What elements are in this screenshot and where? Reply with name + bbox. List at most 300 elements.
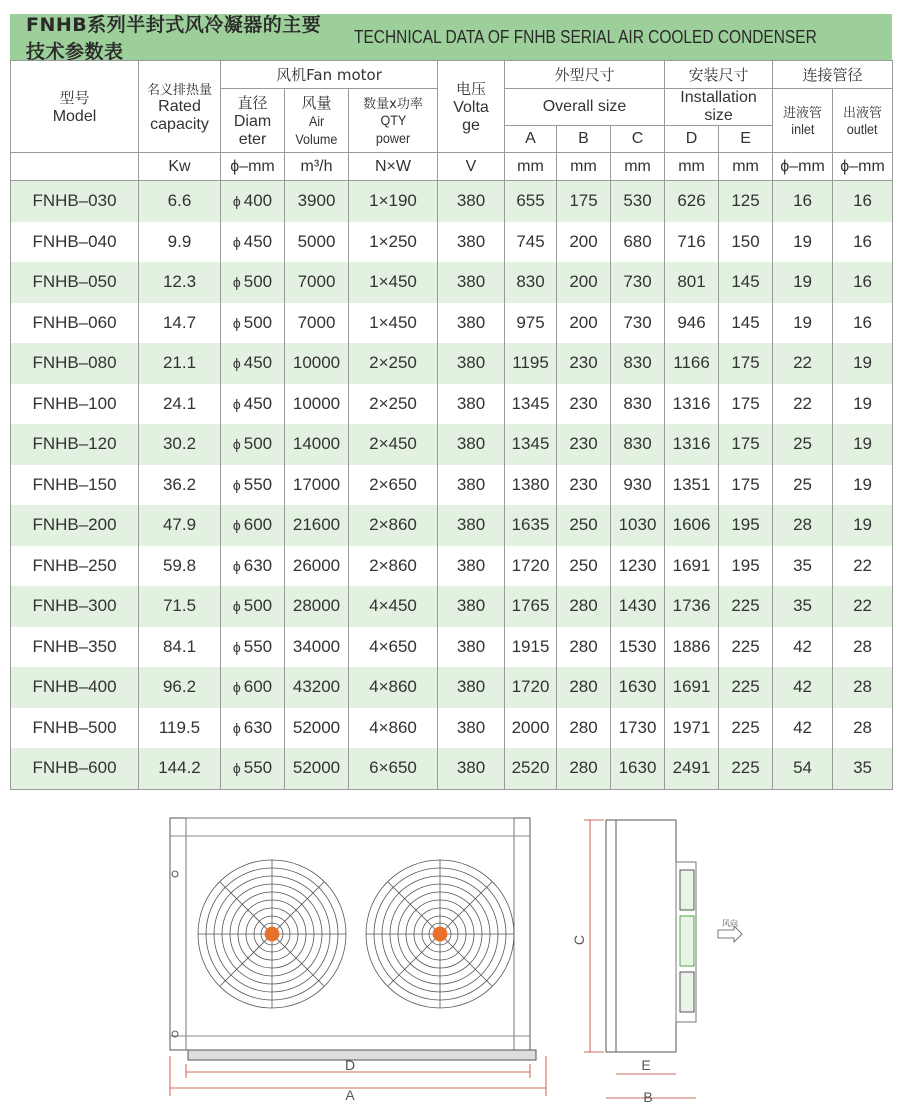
cell-capacity: 36.2: [139, 465, 221, 506]
header-air-en2: Volume: [295, 131, 338, 147]
cell-a: 1720: [505, 667, 557, 708]
cell-volt: 380: [438, 222, 505, 263]
diameter-value: 550: [243, 636, 273, 656]
cell-d: 1736: [665, 586, 719, 627]
cell-b: 250: [557, 505, 611, 546]
header-voltage-en2: ge: [462, 117, 480, 134]
cell-capacity: 12.3: [139, 262, 221, 303]
unit-a: mm: [505, 153, 557, 181]
cell-a: 2520: [505, 748, 557, 789]
cell-inlet: 25: [773, 424, 833, 465]
table-row: [11, 303, 893, 344]
cell-volt: 380: [438, 586, 505, 627]
cell-capacity: 21.1: [139, 343, 221, 384]
phi-symbol: ϕ: [232, 679, 241, 696]
table-row: [11, 181, 893, 222]
cell-diameter: [221, 546, 285, 587]
cell-air: 5000: [285, 222, 349, 263]
cell-b: 230: [557, 465, 611, 506]
cell-e: 225: [719, 627, 773, 668]
header-outlet-cn: 出液管: [843, 106, 883, 121]
cell-diameter: [221, 303, 285, 344]
front-view-base: [188, 1050, 536, 1060]
phi-symbol: ϕ: [232, 557, 241, 574]
cell-qty: 4×860: [349, 708, 438, 749]
cell-outlet: 16: [833, 222, 893, 263]
cell-d: 1691: [665, 667, 719, 708]
unit-voltage: V: [438, 153, 505, 181]
header-qty-en1: QTY: [380, 112, 406, 128]
cell-qty: 2×860: [349, 546, 438, 587]
cell-b: 280: [557, 627, 611, 668]
cell-c: 830: [611, 424, 665, 465]
header-capacity: [139, 61, 221, 153]
cell-b: 280: [557, 586, 611, 627]
cell-outlet: 16: [833, 303, 893, 344]
cell-qty: 4×450: [349, 586, 438, 627]
diameter-value: 500: [243, 596, 273, 616]
diameter-value: 550: [243, 474, 273, 494]
header-outlet: [833, 89, 893, 153]
cell-outlet: 16: [833, 262, 893, 303]
cell-diameter: [221, 181, 285, 222]
header-diameter: [221, 89, 285, 153]
cell-a: 655: [505, 181, 557, 222]
header-voltage-en1: Volta: [453, 99, 489, 116]
fan-grille-right: [366, 860, 514, 1008]
cell-d: 1316: [665, 384, 719, 425]
cell-inlet: 42: [773, 667, 833, 708]
cell-inlet: 25: [773, 465, 833, 506]
condenser-diagram: [0, 806, 900, 1106]
header-capacity-cn: 名义排热量: [146, 83, 212, 98]
title-bar: [10, 14, 892, 63]
cell-diameter: [221, 748, 285, 789]
header-diameter-en2: eter: [238, 131, 267, 148]
cell-c: 1530: [611, 627, 665, 668]
cell-inlet: 19: [773, 303, 833, 344]
cell-model: FNHB–120: [11, 424, 139, 465]
table-row: [11, 748, 893, 789]
cell-air: 21600: [285, 505, 349, 546]
cell-e: 175: [719, 343, 773, 384]
cell-b: 280: [557, 708, 611, 749]
cell-volt: 380: [438, 465, 505, 506]
cell-b: 200: [557, 222, 611, 263]
cell-d: 1606: [665, 505, 719, 546]
cell-air: 34000: [285, 627, 349, 668]
cell-model: FNHB–500: [11, 708, 139, 749]
cell-air: 43200: [285, 667, 349, 708]
table-row: [11, 505, 893, 546]
phi-symbol: ϕ: [232, 598, 241, 615]
cell-capacity: 84.1: [139, 627, 221, 668]
cell-inlet: 19: [773, 222, 833, 263]
cell-air: 14000: [285, 424, 349, 465]
cell-inlet: 42: [773, 708, 833, 749]
table-row: [11, 667, 893, 708]
header-qty-cn: 数量x功率: [363, 97, 423, 112]
cell-qty: 2×250: [349, 343, 438, 384]
cell-b: 280: [557, 667, 611, 708]
table-body: [11, 181, 893, 790]
cell-air: 52000: [285, 748, 349, 789]
cell-c: 1430: [611, 586, 665, 627]
unit-outlet: ϕ–mm: [833, 153, 893, 181]
cell-outlet: 28: [833, 667, 893, 708]
cell-inlet: 35: [773, 586, 833, 627]
header-model-en: Model: [52, 108, 97, 125]
cell-e: 225: [719, 667, 773, 708]
header-col-c: C: [611, 126, 665, 153]
cell-air: 28000: [285, 586, 349, 627]
cell-model: FNHB–050: [11, 262, 139, 303]
header-col-a: A: [505, 126, 557, 153]
cell-d: 716: [665, 222, 719, 263]
dimension-d-label: D: [344, 1057, 356, 1073]
cell-capacity: 14.7: [139, 303, 221, 344]
cell-air: 17000: [285, 465, 349, 506]
cell-d: 946: [665, 303, 719, 344]
cell-inlet: 54: [773, 748, 833, 789]
cell-e: 225: [719, 586, 773, 627]
cell-inlet: 28: [773, 505, 833, 546]
cell-d: 2491: [665, 748, 719, 789]
cell-c: 930: [611, 465, 665, 506]
header-diameter-en1: Diam: [233, 113, 272, 130]
cell-air: 10000: [285, 384, 349, 425]
cell-volt: 380: [438, 181, 505, 222]
header-install-cn: 安装尺寸: [665, 61, 773, 89]
cell-e: 225: [719, 748, 773, 789]
phi-symbol: ϕ: [232, 233, 241, 250]
header-model: [11, 61, 139, 153]
unit-capacity: Kw: [139, 153, 221, 181]
cell-qty: 4×650: [349, 627, 438, 668]
cell-e: 145: [719, 262, 773, 303]
cell-b: 230: [557, 384, 611, 425]
cell-model: FNHB–030: [11, 181, 139, 222]
phi-symbol: ϕ: [232, 355, 241, 372]
cell-outlet: 28: [833, 708, 893, 749]
cell-c: 830: [611, 384, 665, 425]
table-row: [11, 384, 893, 425]
cell-b: 250: [557, 546, 611, 587]
cell-b: 175: [557, 181, 611, 222]
side-view-grille: [680, 870, 694, 910]
dimension-e-label: E: [641, 1057, 651, 1073]
cell-diameter: [221, 627, 285, 668]
cell-a: 830: [505, 262, 557, 303]
diameter-value: 500: [243, 312, 273, 332]
cell-d: 1971: [665, 708, 719, 749]
wind-direction-label: 风向: [722, 919, 738, 928]
table-row: [11, 627, 893, 668]
header-air-volume: [285, 89, 349, 153]
cell-inlet: 42: [773, 627, 833, 668]
unit-d: mm: [665, 153, 719, 181]
cell-d: 1691: [665, 546, 719, 587]
cell-diameter: [221, 384, 285, 425]
header-col-b: B: [557, 126, 611, 153]
cell-b: 200: [557, 303, 611, 344]
cell-air: 52000: [285, 708, 349, 749]
header-inlet-en: inlet: [790, 121, 815, 137]
table-row: [11, 708, 893, 749]
header-voltage-cn: 电压: [455, 80, 486, 98]
cell-b: 280: [557, 748, 611, 789]
cell-outlet: 22: [833, 546, 893, 587]
cell-a: 1765: [505, 586, 557, 627]
table-row: [11, 586, 893, 627]
cell-volt: 380: [438, 424, 505, 465]
phi-symbol: ϕ: [232, 517, 241, 534]
cell-diameter: [221, 505, 285, 546]
phi-symbol: ϕ: [232, 274, 241, 291]
cell-e: 175: [719, 424, 773, 465]
cell-qty: 2×860: [349, 505, 438, 546]
cell-model: FNHB–250: [11, 546, 139, 587]
cell-inlet: 19: [773, 262, 833, 303]
header-qty-en2: power: [375, 130, 411, 146]
cell-model: FNHB–200: [11, 505, 139, 546]
cell-a: 1345: [505, 384, 557, 425]
cell-diameter: [221, 424, 285, 465]
header-air-en1: Air: [308, 113, 325, 129]
cell-air: 7000: [285, 303, 349, 344]
unit-e: mm: [719, 153, 773, 181]
dimension-b-label: B: [643, 1089, 653, 1105]
cell-c: 1630: [611, 667, 665, 708]
cell-e: 175: [719, 384, 773, 425]
side-view: [606, 820, 696, 1052]
table-row: [11, 424, 893, 465]
front-view: [170, 818, 536, 1060]
cell-model: FNHB–100: [11, 384, 139, 425]
cell-volt: 380: [438, 667, 505, 708]
cell-volt: 380: [438, 546, 505, 587]
cell-volt: 380: [438, 303, 505, 344]
cell-qty: 2×650: [349, 465, 438, 506]
cell-b: 230: [557, 424, 611, 465]
side-view-grille-accent: [680, 916, 694, 966]
cell-air: 3900: [285, 181, 349, 222]
header-capacity-en1: Rated: [158, 98, 201, 115]
diameter-value: 400: [243, 191, 273, 211]
cell-model: FNHB–400: [11, 667, 139, 708]
cell-qty: 1×450: [349, 262, 438, 303]
diameter-value: 500: [243, 272, 273, 292]
unit-inlet: ϕ–mm: [773, 153, 833, 181]
header-outlet-en: outlet: [847, 121, 878, 137]
fan-hub-left: [265, 927, 279, 941]
cell-e: 175: [719, 465, 773, 506]
header-capacity-en2: capacity: [150, 116, 209, 133]
cell-a: 2000: [505, 708, 557, 749]
cell-a: 745: [505, 222, 557, 263]
cell-air: 26000: [285, 546, 349, 587]
cell-model: FNHB–040: [11, 222, 139, 263]
cell-d: 1351: [665, 465, 719, 506]
cell-model: FNHB–300: [11, 586, 139, 627]
cell-a: 1195: [505, 343, 557, 384]
dimension-lines: [170, 1056, 546, 1096]
cell-capacity: 24.1: [139, 384, 221, 425]
header-install-en: [665, 89, 773, 126]
diameter-value: 450: [243, 353, 273, 373]
diameter-value: 600: [243, 515, 273, 535]
cell-volt: 380: [438, 343, 505, 384]
cell-model: FNHB–080: [11, 343, 139, 384]
cell-outlet: 19: [833, 465, 893, 506]
cell-e: 195: [719, 505, 773, 546]
title-english: TECHNICAL DATA OF FNHB SERIAL AIR COOLED CONDENSER: [353, 26, 817, 47]
header-col-e: E: [719, 126, 773, 153]
dimension-c-label: C: [571, 934, 587, 946]
cell-a: 1345: [505, 424, 557, 465]
table-row: [11, 546, 893, 587]
cell-volt: 380: [438, 384, 505, 425]
cell-c: 730: [611, 262, 665, 303]
cell-qty: 1×190: [349, 181, 438, 222]
cell-c: 1030: [611, 505, 665, 546]
cell-b: 200: [557, 262, 611, 303]
cell-capacity: 119.5: [139, 708, 221, 749]
cell-volt: 380: [438, 505, 505, 546]
cell-capacity: 96.2: [139, 667, 221, 708]
cell-c: 1230: [611, 546, 665, 587]
diameter-value: 600: [243, 677, 273, 697]
side-view-body: [616, 820, 676, 1052]
diameter-value: 550: [243, 758, 273, 778]
cell-capacity: 144.2: [139, 748, 221, 789]
cell-outlet: 22: [833, 586, 893, 627]
cell-e: 225: [719, 708, 773, 749]
header-diameter-cn: 直径: [237, 94, 268, 112]
front-view-bolt: [172, 871, 178, 877]
header-voltage: [438, 61, 505, 153]
side-view-grille: [680, 972, 694, 1012]
cell-e: 150: [719, 222, 773, 263]
header-inlet: [773, 89, 833, 153]
cell-a: 1380: [505, 465, 557, 506]
table-row: [11, 343, 893, 384]
header-model-cn: 型号: [59, 89, 90, 107]
header-overall-en: Overall size: [505, 89, 665, 126]
dimension-a-label: A: [345, 1087, 355, 1103]
diameter-value: 450: [243, 231, 273, 251]
cell-capacity: 59.8: [139, 546, 221, 587]
unit-air-volume: m³/h: [285, 153, 349, 181]
diameter-value: 500: [243, 434, 273, 454]
diameter-value: 630: [243, 717, 273, 737]
fan-hub-right: [433, 927, 447, 941]
cell-outlet: 19: [833, 384, 893, 425]
cell-qty: 1×250: [349, 222, 438, 263]
cell-diameter: [221, 667, 285, 708]
cell-d: 626: [665, 181, 719, 222]
cell-e: 195: [719, 546, 773, 587]
header-qty-power: [349, 89, 438, 153]
cell-qty: 2×450: [349, 424, 438, 465]
cell-volt: 380: [438, 708, 505, 749]
phi-symbol: ϕ: [232, 476, 241, 493]
cell-volt: 380: [438, 262, 505, 303]
fan-grille-left: [198, 860, 346, 1008]
cell-inlet: 22: [773, 343, 833, 384]
cell-outlet: 16: [833, 181, 893, 222]
cell-air: 10000: [285, 343, 349, 384]
title-chinese: FNHB系列半封式风冷凝器的主要技术参数表: [26, 14, 322, 63]
cell-diameter: [221, 222, 285, 263]
cell-capacity: 71.5: [139, 586, 221, 627]
phi-symbol: ϕ: [232, 193, 241, 210]
cell-a: 1915: [505, 627, 557, 668]
wind-arrow-icon: [718, 926, 742, 942]
table-row: [11, 262, 893, 303]
cell-inlet: 22: [773, 384, 833, 425]
cell-qty: 1×450: [349, 303, 438, 344]
unit-c: mm: [611, 153, 665, 181]
cell-c: 530: [611, 181, 665, 222]
cell-qty: 2×250: [349, 384, 438, 425]
unit-qty-power: N×W: [349, 153, 438, 181]
cell-diameter: [221, 262, 285, 303]
phi-symbol: ϕ: [232, 638, 241, 655]
cell-d: 1166: [665, 343, 719, 384]
header-fan-motor: 风机Fan motor: [221, 61, 438, 89]
cell-inlet: 16: [773, 181, 833, 222]
cell-qty: 4×860: [349, 667, 438, 708]
unit-b: mm: [557, 153, 611, 181]
cell-air: 7000: [285, 262, 349, 303]
cell-a: 975: [505, 303, 557, 344]
cell-model: FNHB–150: [11, 465, 139, 506]
header-inlet-cn: 进液管: [783, 106, 823, 121]
cell-outlet: 19: [833, 505, 893, 546]
cell-capacity: 47.9: [139, 505, 221, 546]
cell-diameter: [221, 343, 285, 384]
cell-c: 830: [611, 343, 665, 384]
cell-c: 1730: [611, 708, 665, 749]
side-view-plate: [606, 820, 616, 1052]
cell-outlet: 19: [833, 343, 893, 384]
header-install-en2: size: [704, 107, 733, 124]
cell-outlet: 19: [833, 424, 893, 465]
cell-capacity: 6.6: [139, 181, 221, 222]
phi-symbol: ϕ: [232, 760, 241, 777]
phi-symbol: ϕ: [232, 395, 241, 412]
cell-volt: 380: [438, 748, 505, 789]
cell-a: 1635: [505, 505, 557, 546]
cell-qty: 6×650: [349, 748, 438, 789]
cell-c: 1630: [611, 748, 665, 789]
cell-c: 730: [611, 303, 665, 344]
cell-e: 145: [719, 303, 773, 344]
cell-volt: 380: [438, 627, 505, 668]
cell-d: 1886: [665, 627, 719, 668]
cell-b: 230: [557, 343, 611, 384]
unit-model-blank: [11, 153, 139, 181]
header-pipe-cn: 连接管径: [773, 61, 893, 89]
diameter-value: 450: [243, 393, 273, 413]
phi-symbol: ϕ: [232, 314, 241, 331]
cell-inlet: 35: [773, 546, 833, 587]
header-overall-cn: 外型尺寸: [505, 61, 665, 89]
cell-diameter: [221, 586, 285, 627]
phi-symbol: ϕ: [232, 436, 241, 453]
header-install-en1: Installation: [680, 89, 757, 106]
